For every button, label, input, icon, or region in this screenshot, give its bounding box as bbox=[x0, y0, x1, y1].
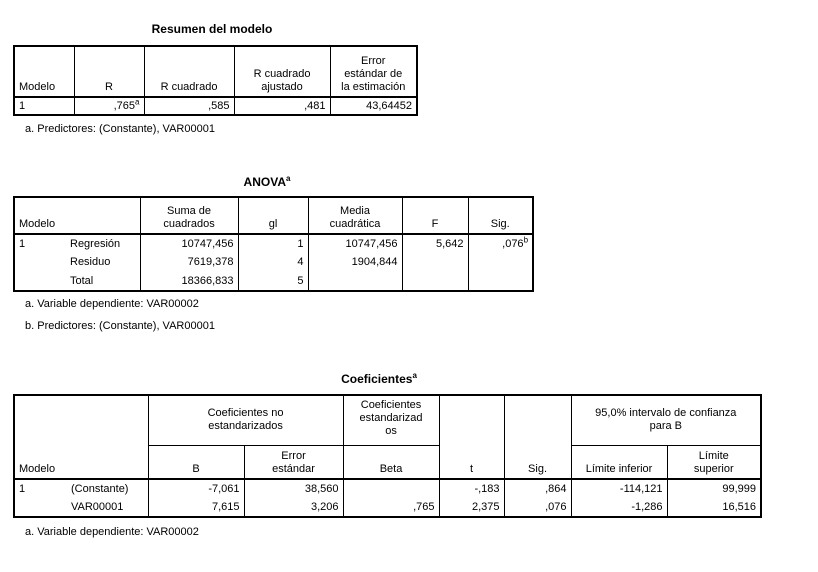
anova-cell-media: 1904,844 bbox=[308, 253, 402, 272]
anova-note-b: b. Predictores: (Constante), VAR00001 bbox=[25, 320, 215, 332]
coef-header-t: t bbox=[439, 395, 504, 479]
coef-title: Coeficientes$^a$ bbox=[341, 371, 417, 386]
anova-header-gl: gl bbox=[238, 197, 308, 234]
anova-cell-suma: 10747,456 bbox=[140, 234, 238, 253]
anova-cell-media: 10747,456 bbox=[308, 234, 402, 253]
coef-model-num: 1 bbox=[14, 479, 67, 517]
coef-header-ic: 95,0% intervalo de confianza para B bbox=[571, 395, 761, 445]
coef-row-constante bbox=[14, 479, 761, 498]
coef-cell-beta: ,765 bbox=[343, 498, 439, 517]
anova-header-f: F bbox=[402, 197, 468, 234]
anova-cell-sig bbox=[468, 272, 533, 291]
anova-header-modelo: Modelo bbox=[19, 218, 56, 230]
anova-cell-gl: 4 bbox=[238, 253, 308, 272]
anova-cell-f bbox=[402, 272, 468, 291]
resumen-cell-error: 43,64452 bbox=[330, 97, 417, 115]
coef-cell-sig: ,076 bbox=[504, 498, 571, 517]
resumen-cell-r2: ,585 bbox=[144, 97, 234, 115]
coef-note-a: a. Variable dependiente: VAR00002 bbox=[25, 526, 199, 538]
anova-cell-f bbox=[402, 253, 468, 272]
coef-cell-limite-superior: 16,516 bbox=[667, 498, 761, 517]
coef-row-label: (Constante) bbox=[67, 479, 148, 498]
resumen-note-a: a. Predictores: (Constante), VAR00001 bbox=[25, 123, 215, 135]
resumen-header-modelo: Modelo bbox=[19, 81, 56, 93]
coef-header-sig: Sig. bbox=[504, 395, 571, 479]
coef-cell-t: 2,375 bbox=[439, 498, 504, 517]
anova-header-suma: Suma de cuadrados bbox=[140, 197, 238, 234]
anova-cell-sig: ,076$^b$ bbox=[468, 234, 533, 253]
coef-header-modelo: Modelo bbox=[19, 463, 56, 475]
anova-cell-media bbox=[308, 272, 402, 291]
coef-cell-limite-superior: 99,999 bbox=[667, 479, 761, 498]
resumen-cell-r: ,765$^a$ bbox=[74, 97, 144, 115]
anova-row-label: Residuo bbox=[70, 256, 111, 268]
anova-row-total bbox=[14, 272, 533, 291]
coef-header-error: Error estándar bbox=[244, 445, 343, 479]
anova-row-label: Total bbox=[70, 274, 94, 287]
anova-cell-f: 5,642 bbox=[402, 234, 468, 253]
anova-table bbox=[13, 196, 534, 292]
coef-cell-b: 7,615 bbox=[148, 498, 244, 517]
resumen-header-r: R bbox=[74, 46, 144, 97]
anova-note-a: a. Variable dependiente: VAR00002 bbox=[25, 298, 199, 310]
coef-cell-beta bbox=[343, 479, 439, 498]
anova-cell-suma: 7619,378 bbox=[140, 253, 238, 272]
resumen-header-r2: R cuadrado bbox=[144, 46, 234, 97]
anova-cell-suma: 18366,833 bbox=[140, 272, 238, 291]
coef-header-limite-superior: Límite superior bbox=[667, 445, 761, 479]
anova-row-regresion bbox=[14, 234, 533, 253]
coef-cell-sig: ,864 bbox=[504, 479, 571, 498]
resumen-cell-modelo: 1 bbox=[14, 97, 74, 115]
coef-table bbox=[13, 394, 762, 518]
anova-row-residuo bbox=[14, 253, 533, 272]
coef-header-b: B bbox=[148, 445, 244, 479]
resumen-cell-r2aj: ,481 bbox=[234, 97, 330, 115]
anova-row-label: Regresión bbox=[66, 234, 140, 253]
resumen-header-r2aj: R cuadrado ajustado bbox=[234, 46, 330, 97]
anova-header-sig: Sig. bbox=[468, 197, 533, 234]
coef-row-label: VAR00001 bbox=[71, 500, 124, 513]
coef-cell-error: 38,560 bbox=[244, 479, 343, 498]
anova-title: ANOVA$^a$ bbox=[243, 174, 291, 189]
coef-header-noest: Coeficientes no estandarizados bbox=[148, 395, 343, 445]
anova-header-media: Media cuadrática bbox=[308, 197, 402, 234]
coef-cell-t: -,183 bbox=[439, 479, 504, 498]
anova-model-num: 1 bbox=[14, 234, 66, 291]
coef-row-var00001 bbox=[14, 498, 761, 517]
coef-cell-b: -7,061 bbox=[148, 479, 244, 498]
coef-cell-limite-inferior: -114,121 bbox=[571, 479, 667, 498]
anova-cell-sig bbox=[468, 253, 533, 272]
coef-cell-error: 3,206 bbox=[244, 498, 343, 517]
resumen-header-error: Error estándar de la estimación bbox=[330, 46, 417, 97]
resumen-table bbox=[13, 45, 418, 116]
anova-cell-gl: 5 bbox=[238, 272, 308, 291]
coef-header-est: Coeficientes estandarizad os bbox=[343, 395, 439, 445]
coef-header-limite-inferior: Límite inferior bbox=[571, 445, 667, 479]
resumen-title: Resumen del modelo bbox=[151, 22, 273, 36]
coef-cell-limite-inferior: -1,286 bbox=[571, 498, 667, 517]
anova-cell-gl: 1 bbox=[238, 234, 308, 253]
coef-header-beta: Beta bbox=[343, 445, 439, 479]
